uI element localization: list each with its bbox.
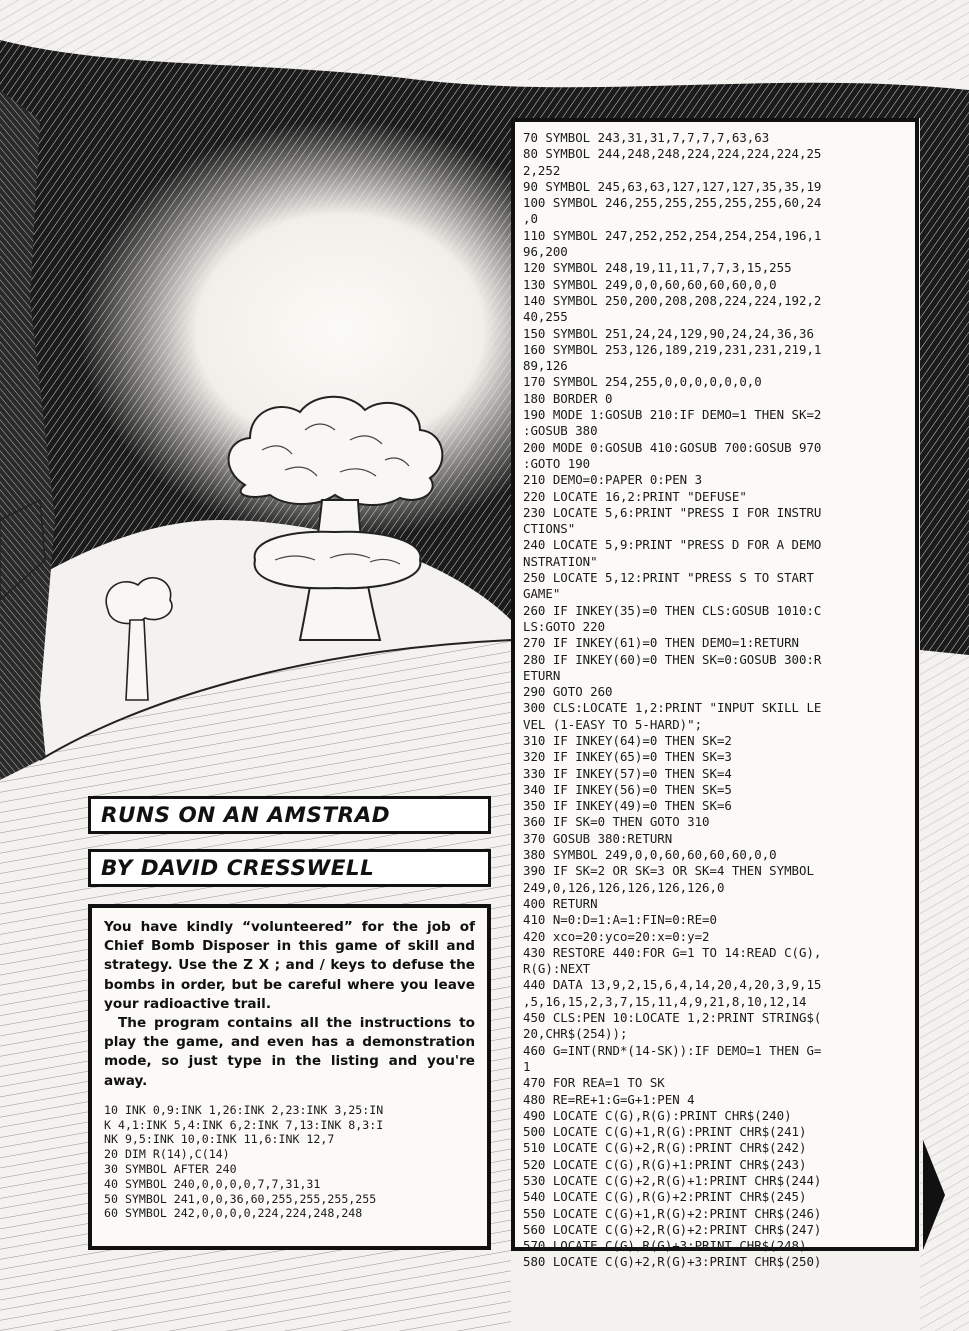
code-line: 210 DEMO=0:PAPER 0:PEN 3 bbox=[523, 472, 703, 488]
code-line: 20,CHR$(254)); bbox=[523, 1026, 628, 1042]
code-line: VEL (1-EASY TO 5-HARD)"; bbox=[523, 716, 703, 732]
runs-on-heading: RUNS ON AN AMSTRAD bbox=[101, 802, 391, 828]
code-line: 480 RE=RE+1:G=G+1:PEN 4 bbox=[523, 1091, 695, 1107]
code-line: NK 9,5:INK 10,0:INK 11,6:INK 12,7 bbox=[104, 1132, 335, 1147]
code-line: 140 SYMBOL 250,200,208,208,224,224,192,2 bbox=[523, 292, 822, 308]
code-line: 240 LOCATE 5,9:PRINT "PRESS D FOR A DEMO bbox=[523, 537, 822, 553]
code-line: :GOTO 190 bbox=[523, 455, 591, 471]
code-line: 520 LOCATE C(G),R(G)+1:PRINT CHR$(243) bbox=[523, 1156, 807, 1172]
code-line: 60 SYMBOL 242,0,0,0,0,224,224,248,248 bbox=[104, 1206, 363, 1221]
code-line: 1 bbox=[523, 1058, 531, 1074]
code-line: 120 SYMBOL 248,19,11,11,7,7,3,15,255 bbox=[523, 260, 792, 276]
code-line: 90 SYMBOL 245,63,63,127,127,127,35,35,19 bbox=[523, 178, 822, 194]
code-line: 370 GOSUB 380:RETURN bbox=[523, 830, 673, 846]
code-line: 89,126 bbox=[523, 358, 568, 374]
program-listing-left bbox=[104, 1103, 475, 1221]
code-line: K 4,1:INK 5,4:INK 6,2:INK 7,13:INK 8,3:I bbox=[104, 1117, 384, 1132]
code-line: 10 INK 0,9:INK 1,26:INK 2,23:INK 3,25:IN bbox=[104, 1102, 384, 1117]
code-line: 340 IF INKEY(56)=0 THEN SK=5 bbox=[523, 781, 732, 797]
code-line: 400 RETURN bbox=[523, 895, 598, 911]
code-line: 360 IF SK=0 THEN GOTO 310 bbox=[523, 814, 710, 830]
code-line: ,0 bbox=[523, 211, 538, 227]
intro-box bbox=[88, 904, 491, 1250]
code-line: 450 CLS:PEN 10:LOCATE 1,2:PRINT STRING$( bbox=[523, 1010, 822, 1026]
code-line: 490 LOCATE C(G),R(G):PRINT CHR$(240) bbox=[523, 1107, 792, 1123]
code-line: 270 IF INKEY(61)=0 THEN DEMO=1:RETURN bbox=[523, 635, 800, 651]
author-banner bbox=[88, 849, 491, 887]
code-line: ETURN bbox=[523, 667, 561, 683]
code-line: 330 IF INKEY(57)=0 THEN SK=4 bbox=[523, 765, 732, 781]
code-line: 170 SYMBOL 254,255,0,0,0,0,0,0,0 bbox=[523, 374, 762, 390]
code-line: 300 CLS:LOCATE 1,2:PRINT "INPUT SKILL LE bbox=[523, 700, 822, 716]
code-line: 50 SYMBOL 241,0,0,36,60,255,255,255,255 bbox=[104, 1191, 377, 1206]
code-line: 460 G=INT(RND*(14-SK)):IF DEMO=1 THEN G= bbox=[523, 1042, 822, 1058]
code-line: 2,252 bbox=[523, 162, 561, 178]
code-line: 410 N=0:D=1:A=1:FIN=0:RE=0 bbox=[523, 912, 717, 928]
code-line: 550 LOCATE C(G)+1,R(G)+2:PRINT CHR$(246) bbox=[523, 1205, 822, 1221]
code-line: 250 LOCATE 5,12:PRINT "PRESS S TO START bbox=[523, 570, 814, 586]
continue-arrow-icon bbox=[923, 1140, 945, 1250]
code-line: CTIONS" bbox=[523, 521, 576, 537]
program-listing-right bbox=[511, 118, 919, 1270]
code-line: 96,200 bbox=[523, 244, 568, 260]
code-line: 280 IF INKEY(60)=0 THEN SK=0:GOSUB 300:R bbox=[523, 651, 822, 667]
code-line: 160 SYMBOL 253,126,189,219,231,231,219,1 bbox=[523, 341, 822, 357]
code-line: 380 SYMBOL 249,0,0,60,60,60,60,0,0 bbox=[523, 847, 777, 863]
code-line: 510 LOCATE C(G)+2,R(G):PRINT CHR$(242) bbox=[523, 1140, 807, 1156]
code-line: 500 LOCATE C(G)+1,R(G):PRINT CHR$(241) bbox=[523, 1124, 807, 1140]
code-line: 440 DATA 13,9,2,15,6,4,14,20,4,20,3,9,15 bbox=[523, 977, 822, 993]
code-line: 570 LOCATE C(G),R(G)+3:PRINT CHR$(248) bbox=[523, 1238, 807, 1254]
code-line: 230 LOCATE 5,6:PRINT "PRESS I FOR INSTRU bbox=[523, 504, 822, 520]
code-line: 580 LOCATE C(G)+2,R(G)+3:PRINT CHR$(250) bbox=[523, 1254, 822, 1270]
code-line: :GOSUB 380 bbox=[523, 423, 598, 439]
code-line: 80 SYMBOL 244,248,248,224,224,224,224,25 bbox=[523, 146, 822, 162]
runs-on-banner bbox=[88, 796, 491, 834]
code-line: 100 SYMBOL 246,255,255,255,255,255,60,24 bbox=[523, 195, 822, 211]
code-line: 320 IF INKEY(65)=0 THEN SK=3 bbox=[523, 749, 732, 765]
code-line: 130 SYMBOL 249,0,0,60,60,60,60,0,0 bbox=[523, 276, 777, 292]
code-line: 200 MODE 0:GOSUB 410:GOSUB 700:GOSUB 970 bbox=[523, 439, 822, 455]
code-line: 350 IF INKEY(49)=0 THEN SK=6 bbox=[523, 798, 732, 814]
code-line: 40 SYMBOL 240,0,0,0,0,7,7,31,31 bbox=[104, 1176, 321, 1191]
code-line: 220 LOCATE 16,2:PRINT "DEFUSE" bbox=[523, 488, 747, 504]
intro-paragraph-1: You have kindly “volunteered” for the job of Chief Bomb Disposer in this game of skill and strategy. Use the Z X ; and / keys to defuse the bombs in order, but be careful where you leave your radioactive trail. bbox=[104, 919, 475, 1012]
code-line: NSTRATION" bbox=[523, 553, 598, 569]
code-line: 40,255 bbox=[523, 309, 568, 325]
code-line: 530 LOCATE C(G)+2,R(G)+1:PRINT CHR$(244) bbox=[523, 1173, 822, 1188]
code-line: 30 SYMBOL AFTER 240 bbox=[104, 1162, 237, 1177]
code-line: GAME" bbox=[523, 586, 561, 602]
code-line: 390 IF SK=2 OR SK=3 OR SK=4 THEN SYMBOL bbox=[523, 863, 814, 879]
intro-paragraph-2: The program contains all the instructions to play the game, and even has a demonstration mode, so just type in the listing and you're away. bbox=[104, 1015, 475, 1089]
code-line: 310 IF INKEY(64)=0 THEN SK=2 bbox=[523, 732, 732, 748]
code-line: 560 LOCATE C(G)+2,R(G)+2:PRINT CHR$(247) bbox=[523, 1221, 822, 1237]
code-line: 20 DIM R(14),C(14) bbox=[104, 1147, 230, 1162]
code-line: 470 FOR REA=1 TO SK bbox=[523, 1075, 665, 1091]
code-line: 260 IF INKEY(35)=0 THEN CLS:GOSUB 1010:C bbox=[523, 602, 822, 618]
code-line: 290 GOTO 260 bbox=[523, 684, 613, 700]
author-heading: BY DAVID CRESSWELL bbox=[101, 855, 375, 881]
code-line: 430 RESTORE 440:FOR G=1 TO 14:READ C(G), bbox=[523, 944, 822, 960]
code-line: 70 SYMBOL 243,31,31,7,7,7,7,63,63 bbox=[523, 130, 770, 145]
code-line: 420 xco=20:yco=20:x=0:y=2 bbox=[523, 928, 710, 944]
code-line: ,5,16,15,2,3,7,15,11,4,9,21,8,10,12,14 bbox=[523, 993, 807, 1009]
code-line: 150 SYMBOL 251,24,24,129,90,24,24,36,36 bbox=[523, 325, 814, 341]
code-line: 540 LOCATE C(G),R(G)+2:PRINT CHR$(245) bbox=[523, 1189, 807, 1205]
code-line: R(G):NEXT bbox=[523, 961, 591, 977]
code-line: 249,0,126,126,126,126,126,0 bbox=[523, 879, 725, 895]
code-line: 180 BORDER 0 bbox=[523, 390, 613, 406]
code-line: 110 SYMBOL 247,252,252,254,254,254,196,1 bbox=[523, 227, 822, 243]
code-line: 190 MODE 1:GOSUB 210:IF DEMO=1 THEN SK=2 bbox=[523, 407, 822, 423]
code-line: LS:GOTO 220 bbox=[523, 618, 606, 634]
